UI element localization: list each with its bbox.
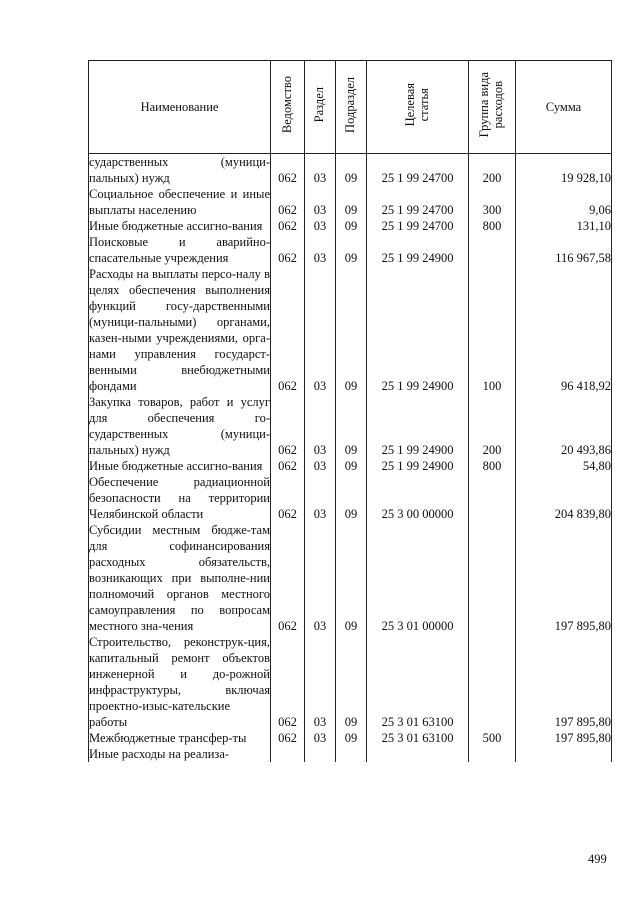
cell-razd: 03 <box>305 266 336 394</box>
header-vedomstvo: Ведомство <box>279 76 294 134</box>
cell-group: 800 <box>469 218 516 234</box>
cell-ved: 062 <box>271 154 305 187</box>
cell-target: 25 1 99 24900 <box>367 394 469 458</box>
cell-ved: 062 <box>271 522 305 634</box>
cell-ved <box>271 746 305 762</box>
cell-razd: 03 <box>305 634 336 730</box>
table-header-row <box>89 61 612 154</box>
cell-target: 25 3 01 00000 <box>367 522 469 634</box>
table-row <box>89 218 612 234</box>
cell-podr: 09 <box>336 266 367 394</box>
cell-target <box>367 746 469 762</box>
table-row <box>89 234 612 266</box>
cell-target: 25 1 99 24900 <box>367 458 469 474</box>
header-group: Группа вида расходов <box>477 72 505 138</box>
table-row <box>89 394 612 458</box>
cell-ved: 062 <box>271 186 305 218</box>
cell-sum: 9,06 <box>516 186 612 218</box>
cell-target: 25 1 99 24900 <box>367 266 469 394</box>
cell-name: Строительство, реконструк-ция, капитальный ремонт объектов инженерной и до-рожной инфраструктуры, включая проектно-изыс-кательские работы <box>89 635 270 729</box>
cell-target: 25 1 99 24900 <box>367 234 469 266</box>
budget-table <box>88 60 612 762</box>
cell-name: Социальное обеспечение и иные выплаты населению <box>89 187 270 217</box>
cell-podr: 09 <box>336 154 367 187</box>
cell-ved: 062 <box>271 394 305 458</box>
cell-podr: 09 <box>336 394 367 458</box>
cell-razd: 03 <box>305 154 336 187</box>
cell-group: 300 <box>469 186 516 218</box>
table-row <box>89 266 612 394</box>
cell-razd: 03 <box>305 394 336 458</box>
cell-podr: 09 <box>336 186 367 218</box>
cell-podr: 09 <box>336 474 367 522</box>
cell-sum: 20 493,86 <box>516 394 612 458</box>
cell-ved: 062 <box>271 218 305 234</box>
cell-target: 25 1 99 24700 <box>367 218 469 234</box>
cell-target: 25 3 01 63100 <box>367 634 469 730</box>
cell-name: Иные бюджетные ассигно-вания <box>89 218 271 234</box>
cell-ved: 062 <box>271 730 305 746</box>
cell-sum: 96 418,92 <box>516 266 612 394</box>
cell-podr: 09 <box>336 522 367 634</box>
cell-podr: 09 <box>336 634 367 730</box>
cell-name: Субсидии местным бюдже-там для софинансирования расходных обязательств, возникающих при выполне-нии полномочий органов местного самоуправления по вопросам местного зна-чения <box>89 523 270 633</box>
cell-target: 25 1 99 24700 <box>367 186 469 218</box>
cell-target: 25 3 00 00000 <box>367 474 469 522</box>
cell-group <box>469 634 516 730</box>
header-razdel: Раздел <box>312 87 327 123</box>
cell-sum: 131,10 <box>516 218 612 234</box>
cell-ved: 062 <box>271 634 305 730</box>
cell-group: 100 <box>469 266 516 394</box>
table-row <box>89 634 612 730</box>
cell-sum: 19 928,10 <box>516 154 612 187</box>
cell-group <box>469 522 516 634</box>
cell-podr: 09 <box>336 458 367 474</box>
cell-group <box>469 234 516 266</box>
cell-sum: 54,80 <box>516 458 612 474</box>
cell-sum: 204 839,80 <box>516 474 612 522</box>
cell-ved: 062 <box>271 266 305 394</box>
cell-name: Иные бюджетные ассигно-вания <box>89 458 271 474</box>
cell-podr: 09 <box>336 730 367 746</box>
cell-sum: 116 967,58 <box>516 234 612 266</box>
table-row <box>89 474 612 522</box>
cell-name: Поисковые и аварийно-спасательные учреждения <box>89 235 270 265</box>
cell-name: Межбюджетные трансфер-ты <box>89 730 271 746</box>
cell-razd <box>305 746 336 762</box>
cell-razd: 03 <box>305 730 336 746</box>
table-row <box>89 730 612 746</box>
cell-razd: 03 <box>305 218 336 234</box>
cell-group <box>469 474 516 522</box>
cell-razd: 03 <box>305 474 336 522</box>
cell-target: 25 1 99 24700 <box>367 154 469 187</box>
header-sum: Сумма <box>516 61 612 154</box>
table-row <box>89 746 612 762</box>
cell-ved: 062 <box>271 234 305 266</box>
cell-razd: 03 <box>305 186 336 218</box>
cell-razd: 03 <box>305 522 336 634</box>
table-row <box>89 154 612 187</box>
table-row <box>89 458 612 474</box>
cell-podr: 09 <box>336 234 367 266</box>
cell-name: сударственных (муници-пальных) нужд <box>89 155 270 185</box>
cell-podr <box>336 746 367 762</box>
header-target: Целевая статья <box>402 83 431 127</box>
header-podrazdel: Подраздел <box>343 77 358 133</box>
cell-group: 200 <box>469 394 516 458</box>
cell-group: 500 <box>469 730 516 746</box>
cell-sum: 197 895,80 <box>516 634 612 730</box>
cell-razd: 03 <box>305 458 336 474</box>
cell-group: 800 <box>469 458 516 474</box>
cell-group <box>469 746 516 762</box>
cell-name: Обеспечение радиационной безопасности на территории Челябинской области <box>89 475 270 521</box>
cell-ved: 062 <box>271 458 305 474</box>
table-row <box>89 522 612 634</box>
cell-target: 25 3 01 63100 <box>367 730 469 746</box>
cell-sum: 197 895,80 <box>516 522 612 634</box>
cell-razd: 03 <box>305 234 336 266</box>
cell-podr: 09 <box>336 218 367 234</box>
cell-name: Закупка товаров, работ и услуг для обеспечения го-сударственных (муници-пальных) нужд <box>89 395 270 457</box>
cell-sum <box>516 746 612 762</box>
header-name: Наименование <box>89 61 271 154</box>
table-row <box>89 186 612 218</box>
cell-name: Расходы на выплаты персо-налу в целях обеспечения выполнения функций госу-дарственными (муници-пальными) органами, казен-ными учреждениями, орга-нами управления государст-венными внебюджетными фондами <box>89 267 270 393</box>
cell-ved: 062 <box>271 474 305 522</box>
cell-name: Иные расходы на реализа- <box>89 746 271 762</box>
page-number: 499 <box>588 852 607 866</box>
cell-sum: 197 895,80 <box>516 730 612 746</box>
cell-group: 200 <box>469 154 516 187</box>
